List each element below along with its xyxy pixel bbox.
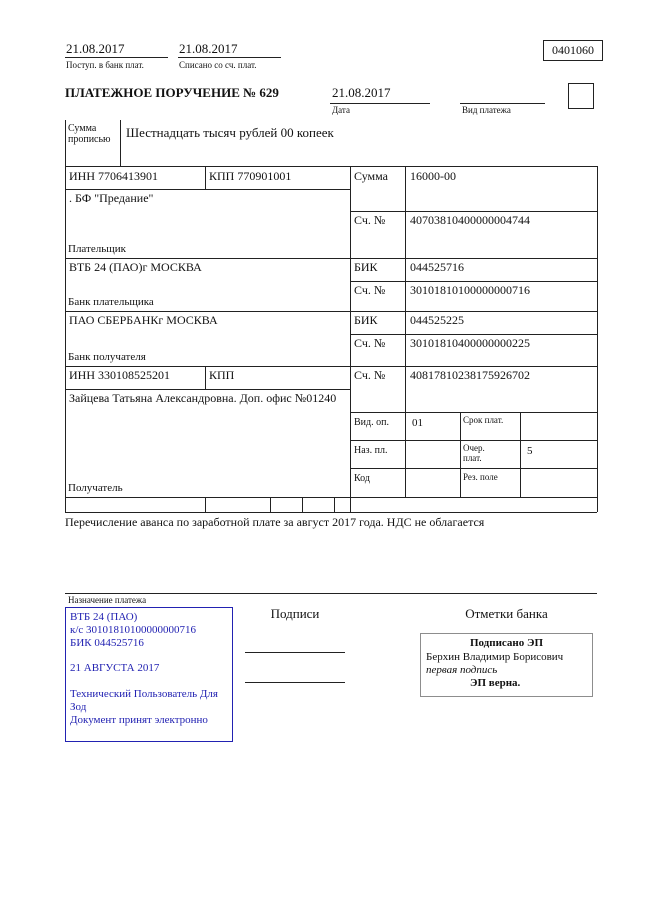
rez-pole-label: Рез. поле (463, 472, 498, 482)
divider-line (350, 468, 597, 469)
payee-account-label: Сч. № (354, 368, 386, 382)
payee-bank-account: 30101810400000000225 (410, 336, 530, 350)
payee-bank-name: ПАО СБЕРБАНКг МОСКВА (69, 313, 218, 327)
blue-stamp-line-5: Технический Пользователь Для Зод (70, 688, 218, 713)
divider-line (65, 389, 350, 390)
payer-bank-bik: 044525716 (410, 260, 464, 274)
payer-kpp: КПП 770901001 (209, 169, 292, 183)
kod-label: Код (354, 473, 370, 484)
signature-line (245, 682, 345, 683)
amount-words: Шестнадцать тысяч рублей 00 копеек (126, 125, 334, 140)
payer-name: . БФ "Предание" (69, 191, 154, 205)
blue-stamp-line-1: ВТБ 24 (ПАО) (70, 611, 138, 623)
payer-bank-account-label: Сч. № (354, 283, 386, 297)
blue-stamp-line-4: 21 АВГУСТА 2017 (70, 662, 160, 674)
ocher-plat-value: 5 (527, 445, 533, 457)
divider-line (205, 366, 206, 389)
verified-text: ЭП верна. (470, 677, 521, 689)
divider-line (65, 57, 168, 58)
divider-line (270, 497, 271, 512)
divider-line (65, 593, 597, 594)
payer-inn: ИНН 7706413901 (69, 169, 158, 183)
payee-account: 40817810238175926702 (410, 368, 530, 382)
signed-title: Подписано ЭП (469, 637, 544, 649)
payer-bank-name: ВТБ 24 (ПАО)г МОСКВА (69, 260, 202, 274)
debited-date: 21.08.2017 (179, 41, 238, 56)
divider-line (520, 412, 521, 497)
divider-line (65, 366, 597, 367)
payment-type-label: Вид платежа (462, 105, 511, 115)
payer-bank-account: 30101810100000000716 (410, 283, 530, 297)
payee-inn: ИНН 330108525201 (69, 368, 170, 382)
amount-label: Сумма (354, 169, 388, 183)
signatures-label: Подписи (270, 606, 320, 621)
blue-stamp-line-3: БИК 044525716 (70, 637, 144, 649)
payer-account: 40703810400000004744 (410, 213, 530, 227)
divider-line (405, 166, 406, 497)
debited-label: Списано со сч. плат. (179, 60, 257, 70)
form-code: 0401060 (552, 43, 594, 57)
payee-name: Зайцева Татьяна Александровна. Доп. офис №01240 (69, 391, 337, 405)
header-date: 21.08.2017 (332, 85, 391, 100)
form-code-box (543, 40, 603, 61)
signature-line (245, 652, 345, 653)
payer-bank-bik-label: БИК (354, 260, 378, 274)
divider-line (350, 334, 597, 335)
page-title: ПЛАТЕЖНОЕ ПОРУЧЕНИЕ № 629 (65, 85, 279, 100)
divider-line (460, 103, 545, 104)
divider-line (350, 412, 597, 413)
payer-bank-section-label: Банк плательщика (68, 296, 154, 308)
blue-stamp-line-2: к/с 30101810100000000716 (70, 624, 197, 636)
divider-line (330, 103, 430, 104)
divider-line (65, 166, 597, 167)
payer-account-label: Сч. № (354, 213, 386, 227)
divider-line (120, 120, 121, 166)
header-date-label: Дата (332, 105, 350, 115)
amount-words-label: Сумма прописью (68, 123, 111, 145)
divider-line (65, 120, 66, 512)
divider-line (350, 440, 597, 441)
divider-line (65, 311, 597, 312)
divider-line (65, 189, 350, 190)
purpose-text: Перечисление аванса по заработной плате за август 2017 года. НДС не облагается (65, 515, 485, 529)
payee-bank-account-label: Сч. № (354, 336, 386, 350)
divider-line (178, 57, 281, 58)
payment-type-box (568, 83, 594, 109)
payee-section-label: Получатель (68, 482, 123, 494)
vid-op-label: Вид. оп. (354, 417, 389, 428)
divider-line (334, 497, 335, 512)
divider-line (597, 166, 598, 512)
purpose-label: Назначение платежа (68, 595, 147, 605)
signer-name: Берхин Владимир Борисович (426, 651, 564, 663)
divider-line (350, 166, 351, 512)
vid-op-value: 01 (412, 417, 423, 429)
divider-line (205, 166, 206, 189)
divider-line (460, 412, 461, 497)
divider-line (350, 281, 597, 282)
signature-role: первая подпись (426, 664, 498, 676)
ocher-plat-label: Очер. плат. (463, 443, 485, 463)
divider-line (350, 211, 597, 212)
srok-plat-label: Срок плат. (463, 415, 504, 425)
received-label: Поступ. в банк плат. (66, 60, 144, 70)
payee-bank-bik-label: БИК (354, 313, 378, 327)
blue-stamp-line-6: Документ принят электронно (70, 714, 208, 726)
divider-line (205, 497, 206, 512)
naz-pl-label: Наз. пл. (354, 445, 388, 456)
payee-bank-section-label: Банк получателя (68, 351, 146, 363)
payee-bank-bik: 044525225 (410, 313, 464, 327)
divider-line (65, 497, 597, 498)
divider-line (65, 258, 597, 259)
amount-value: 16000-00 (410, 169, 456, 183)
bank-marks-label: Отметки банка (465, 606, 548, 621)
divider-line (302, 497, 303, 512)
payee-kpp-label: КПП (209, 368, 235, 382)
divider-line (65, 512, 597, 513)
received-date: 21.08.2017 (66, 41, 125, 56)
payer-section-label: Плательщик (68, 243, 126, 255)
